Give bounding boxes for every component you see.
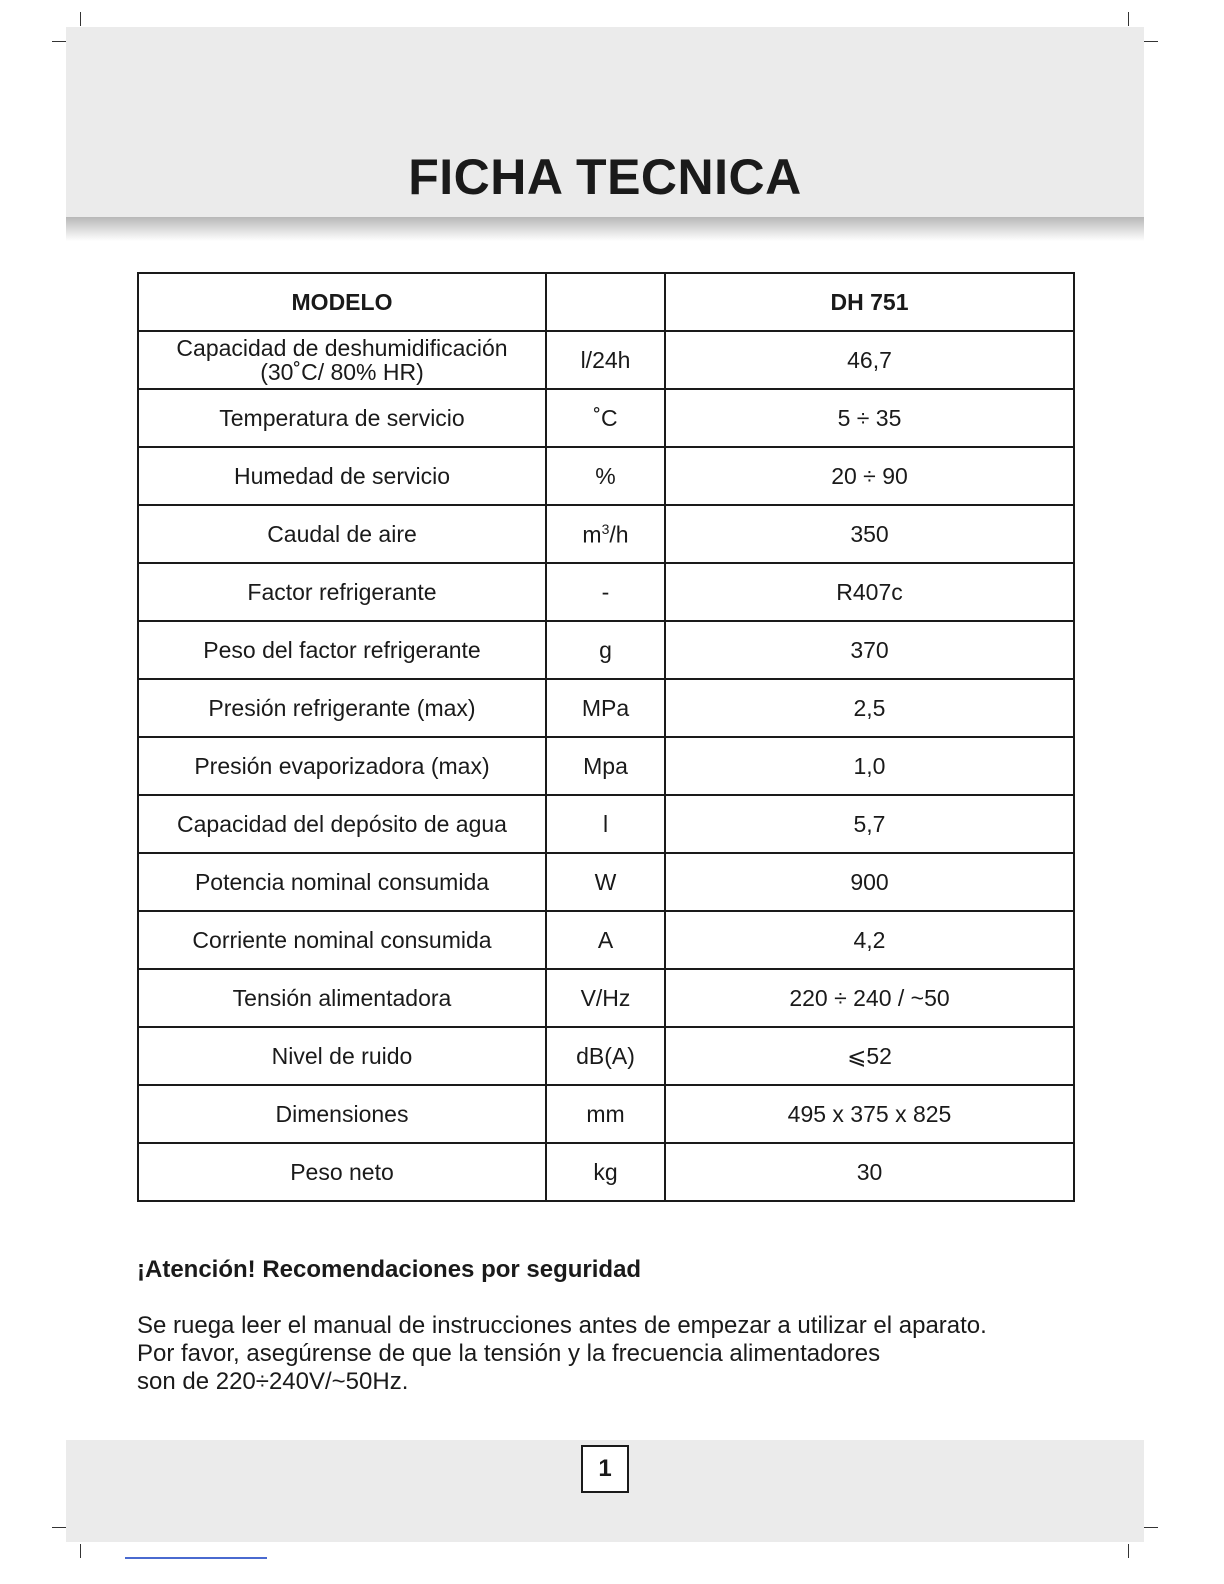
page-number: 1 bbox=[581, 1445, 629, 1493]
row-unit: ˚C bbox=[546, 389, 665, 447]
row-unit: V/Hz bbox=[546, 969, 665, 1027]
row-unit: l bbox=[546, 795, 665, 853]
row-label: Peso del factor refrigerante bbox=[138, 621, 546, 679]
row-value: 900 bbox=[665, 853, 1074, 911]
row-label-main: Capacidad de deshumidificación bbox=[176, 334, 508, 361]
row-label: Temperatura de servicio bbox=[138, 389, 546, 447]
row-unit: W bbox=[546, 853, 665, 911]
table-row bbox=[138, 621, 1074, 679]
row-value: 5,7 bbox=[665, 795, 1074, 853]
row-label: Factor refrigerante bbox=[138, 563, 546, 621]
row-value: 20 ÷ 90 bbox=[665, 447, 1074, 505]
table-header-row bbox=[138, 273, 1074, 331]
spec-table bbox=[137, 272, 1075, 1202]
row-label: Tensión alimentadora bbox=[138, 969, 546, 1027]
row-unit: dB(A) bbox=[546, 1027, 665, 1085]
row-unit: - bbox=[546, 563, 665, 621]
warning-line: Se ruega leer el manual de instrucciones antes de empezar a utilizar el aparato. bbox=[137, 1312, 987, 1339]
table-row bbox=[138, 1085, 1074, 1143]
header-shadow bbox=[66, 217, 1144, 241]
row-label: Potencia nominal consumida bbox=[138, 853, 546, 911]
row-value: 495 x 375 x 825 bbox=[665, 1085, 1074, 1143]
table-row bbox=[138, 1143, 1074, 1201]
row-unit: g bbox=[546, 621, 665, 679]
table-row bbox=[138, 1027, 1074, 1085]
row-unit: % bbox=[546, 447, 665, 505]
table-row bbox=[138, 679, 1074, 737]
row-value: 4,2 bbox=[665, 911, 1074, 969]
header-value: DH 751 bbox=[665, 273, 1074, 331]
row-label: Presión evaporizadora (max) bbox=[138, 737, 546, 795]
row-value: R407c bbox=[665, 563, 1074, 621]
row-value: 5 ÷ 35 bbox=[665, 389, 1074, 447]
crop-mark bbox=[80, 1544, 81, 1558]
table-row bbox=[138, 447, 1074, 505]
table-row bbox=[138, 853, 1074, 911]
row-label: Dimensiones bbox=[138, 1085, 546, 1143]
table-row bbox=[138, 969, 1074, 1027]
row-value: 2,5 bbox=[665, 679, 1074, 737]
row-value: 370 bbox=[665, 621, 1074, 679]
warning-line: Por favor, asegúrense de que la tensión y la frecuencia alimentadores bbox=[137, 1340, 881, 1367]
row-value: 1,0 bbox=[665, 737, 1074, 795]
row-unit: mm bbox=[546, 1085, 665, 1143]
table-row bbox=[138, 389, 1074, 447]
row-label: Nivel de ruido bbox=[138, 1027, 546, 1085]
crop-mark bbox=[52, 1527, 66, 1528]
row-label: Presión refrigerante (max) bbox=[138, 679, 546, 737]
table-row bbox=[138, 911, 1074, 969]
row-value: 46,7 bbox=[665, 331, 1074, 389]
table-row bbox=[138, 737, 1074, 795]
table-row bbox=[138, 563, 1074, 621]
table-row bbox=[138, 331, 1074, 389]
row-value: 350 bbox=[665, 505, 1074, 563]
warning-title: ¡Atención! Recomendaciones por seguridad bbox=[137, 1256, 642, 1283]
row-unit bbox=[546, 505, 665, 563]
unit-base: m bbox=[582, 521, 602, 548]
crop-mark bbox=[1144, 41, 1158, 42]
decorative-line bbox=[125, 1557, 267, 1559]
row-unit: Mpa bbox=[546, 737, 665, 795]
row-value: 30 bbox=[665, 1143, 1074, 1201]
row-unit: A bbox=[546, 911, 665, 969]
page-title: FICHA TECNICA bbox=[408, 149, 802, 205]
crop-mark bbox=[1144, 1527, 1158, 1528]
header-unit bbox=[546, 273, 665, 331]
table-row bbox=[138, 505, 1074, 563]
warning-line: son de 220÷240V/~50Hz. bbox=[137, 1368, 409, 1395]
row-value: 220 ÷ 240 / ~50 bbox=[665, 969, 1074, 1027]
row-unit: l/24h bbox=[546, 331, 665, 389]
row-unit: MPa bbox=[546, 679, 665, 737]
row-label: Peso neto bbox=[138, 1143, 546, 1201]
crop-mark bbox=[1128, 12, 1129, 26]
row-label bbox=[138, 331, 546, 389]
crop-mark bbox=[52, 41, 66, 42]
row-value: ⩽52 bbox=[665, 1027, 1074, 1085]
table-row bbox=[138, 795, 1074, 853]
unit-tail: /h bbox=[609, 521, 629, 548]
row-label: Humedad de servicio bbox=[138, 447, 546, 505]
header-label: MODELO bbox=[138, 273, 546, 331]
row-label-sub: (30˚C/ 80% HR) bbox=[260, 359, 424, 385]
unit-superscript: 3 bbox=[601, 520, 610, 537]
row-unit: kg bbox=[546, 1143, 665, 1201]
row-label: Caudal de aire bbox=[138, 505, 546, 563]
row-label: Capacidad del depósito de agua bbox=[138, 795, 546, 853]
crop-mark bbox=[1128, 1544, 1129, 1558]
crop-mark bbox=[80, 12, 81, 26]
warning-text bbox=[137, 1312, 987, 1396]
row-label: Corriente nominal consumida bbox=[138, 911, 546, 969]
